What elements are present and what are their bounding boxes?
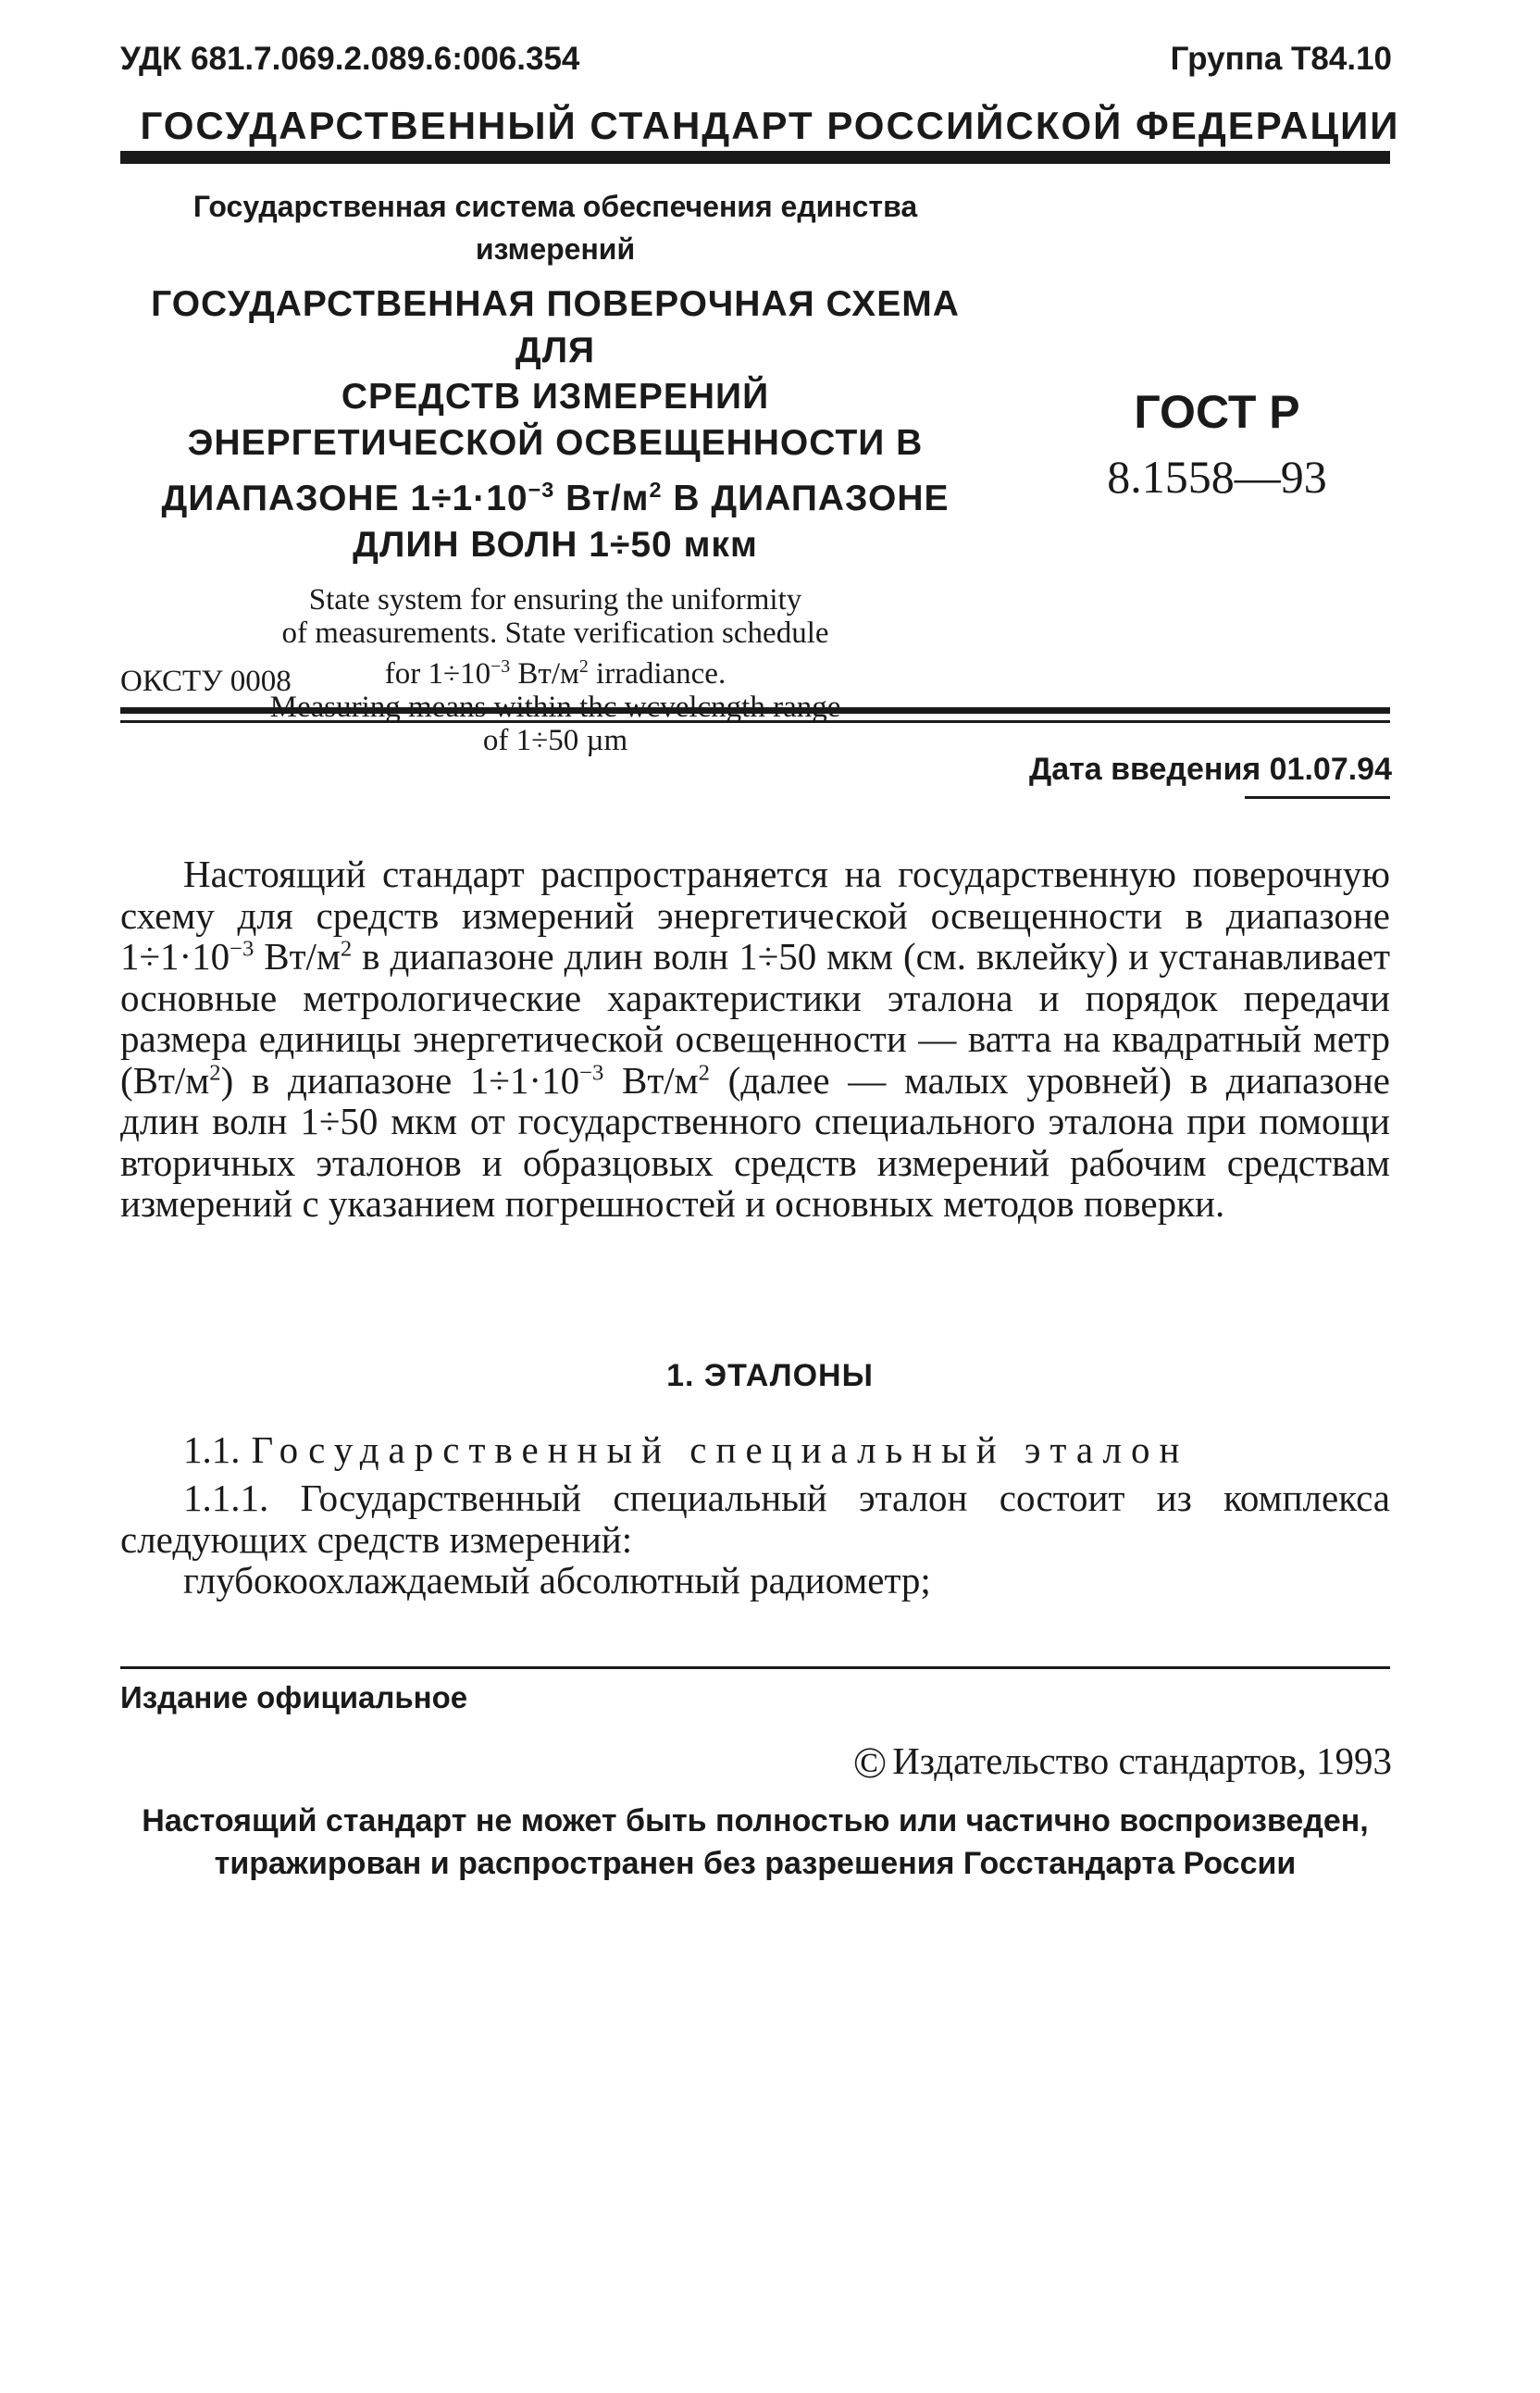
english-range-exp: −3 — [491, 656, 511, 677]
header-rule — [120, 151, 1390, 164]
footer-rule — [120, 1666, 1390, 1669]
date-underline — [1245, 796, 1390, 799]
document-title — [120, 281, 990, 568]
english-range-unit-exp: 2 — [578, 656, 589, 677]
notice-line: тиражирован и распространен без разрешения Госстандарта России — [214, 1846, 1297, 1881]
title-rule-top — [120, 707, 1390, 714]
title-range-unit-exp: 2 — [649, 478, 663, 502]
edition-label: Издание официальное — [120, 1680, 468, 1714]
english-range-prefix: for 1÷10 — [384, 657, 491, 691]
intro-sup: −3 — [579, 1059, 604, 1085]
english-line: State system for ensuring the uniformity — [308, 583, 802, 617]
udk-code: УДК 681.7.069.2.089.6:006.354 — [120, 41, 580, 77]
clause-1-1 — [183, 1427, 1188, 1472]
intro-sup: 2 — [340, 936, 353, 962]
notice-line: Настоящий стандарт не может быть полностью или частично воспроизведен, — [142, 1803, 1369, 1838]
standard-org-heading: ГОСУДАРСТВЕННЫЙ СТАНДАРТ РОССИЙСКОЙ ФЕДЕРАЦИИ — [140, 104, 1400, 147]
copyright-text: Издательство стандартов, 1993 — [892, 1739, 1392, 1782]
intro-sup: −3 — [230, 936, 255, 962]
clause-list-item: глубокоохлаждаемый абсолютный радиометр; — [183, 1559, 931, 1602]
intro-text: (далее — малых уровней) в диапазоне длин волн 1÷50 мкм от государственного специального эталона при помощи вторичных эталонов и образцовых средств измерений рабочим средствам измерений с указанием погрешностей и основных методов поверки. — [120, 1058, 1390, 1225]
group-code: Группа Т84.10 — [1170, 41, 1392, 77]
title-line: ЭНЕРГЕТИЧЕСКОЙ ОСВЕЩЕННОСТИ В — [187, 423, 924, 463]
intro-text: в диапазоне длин волн 1÷50 мкм (см. вклейку) и устанавливает основные метрологические характеристики эталона и порядок передачи размера единицы энергетической освещенности — ватта на квадратный метр (Вт/м — [120, 935, 1391, 1102]
title-line: ГОСУДАРСТВЕННАЯ ПОВЕРОЧНАЯ СХЕМА ДЛЯ — [151, 284, 960, 370]
title-range-suffix: В ДИАПАЗОНЕ — [662, 479, 950, 518]
intro-sup: 2 — [209, 1059, 221, 1085]
copyright-line — [853, 1738, 1392, 1789]
title-line: СРЕДСТВ ИЗМЕРЕНИЙ — [341, 377, 770, 417]
intro-text: Вт/м — [603, 1058, 699, 1102]
title-rule-bottom — [120, 720, 1390, 723]
title-line-range — [120, 467, 990, 522]
date-value: 01.07.94 — [1269, 752, 1392, 787]
intro-sup: 2 — [698, 1059, 710, 1085]
title-range-prefix: ДИАПАЗОНЕ 1÷1·10 — [161, 479, 528, 518]
gost-label: ГОСТ Р — [1134, 386, 1300, 438]
title-range-exp: −3 — [528, 478, 555, 502]
intro-text: ) в диапазоне 1÷1·10 — [220, 1058, 580, 1102]
section-title: 1. ЭТАЛОНЫ — [666, 1358, 874, 1393]
gost-designation — [1046, 380, 1388, 509]
english-range-unit: Вт/м — [510, 657, 579, 691]
clause-1-1-1: 1.1.1. Государственный специальный эталон состоит из комплекса следующих средств измерений: — [120, 1477, 1390, 1561]
intro-text: Вт/м — [254, 935, 341, 978]
okstu-code: ОКСТУ 0008 — [120, 665, 292, 698]
title-range-unit: Вт/м — [554, 479, 650, 518]
intro-paragraph — [120, 854, 1390, 1225]
title-line: ДЛИН ВОЛН 1÷50 мкм — [353, 525, 758, 565]
intro-text: Настоящий стандарт распространяется на государственную поверочную схему для средств измерений энергетической освещенности в диапазоне 1÷1·10 — [120, 853, 1390, 978]
date-label: Дата введения — [1029, 752, 1261, 787]
copyright-icon: © — [852, 1739, 888, 1788]
reproduction-notice — [120, 1800, 1390, 1885]
introduction-date — [1029, 752, 1392, 788]
gost-number: 8.1558—93 — [1107, 451, 1327, 503]
english-line: of 1÷50 µm — [482, 724, 628, 757]
clause-number: 1.1. — [183, 1428, 241, 1471]
english-line: irradiance. — [596, 657, 727, 691]
system-subtitle: Государственная система обеспечения единства измерений — [192, 190, 918, 266]
english-line: of measurements. State verification schedule — [281, 617, 829, 650]
clause-heading: Государственный специальный эталон — [251, 1428, 1189, 1471]
